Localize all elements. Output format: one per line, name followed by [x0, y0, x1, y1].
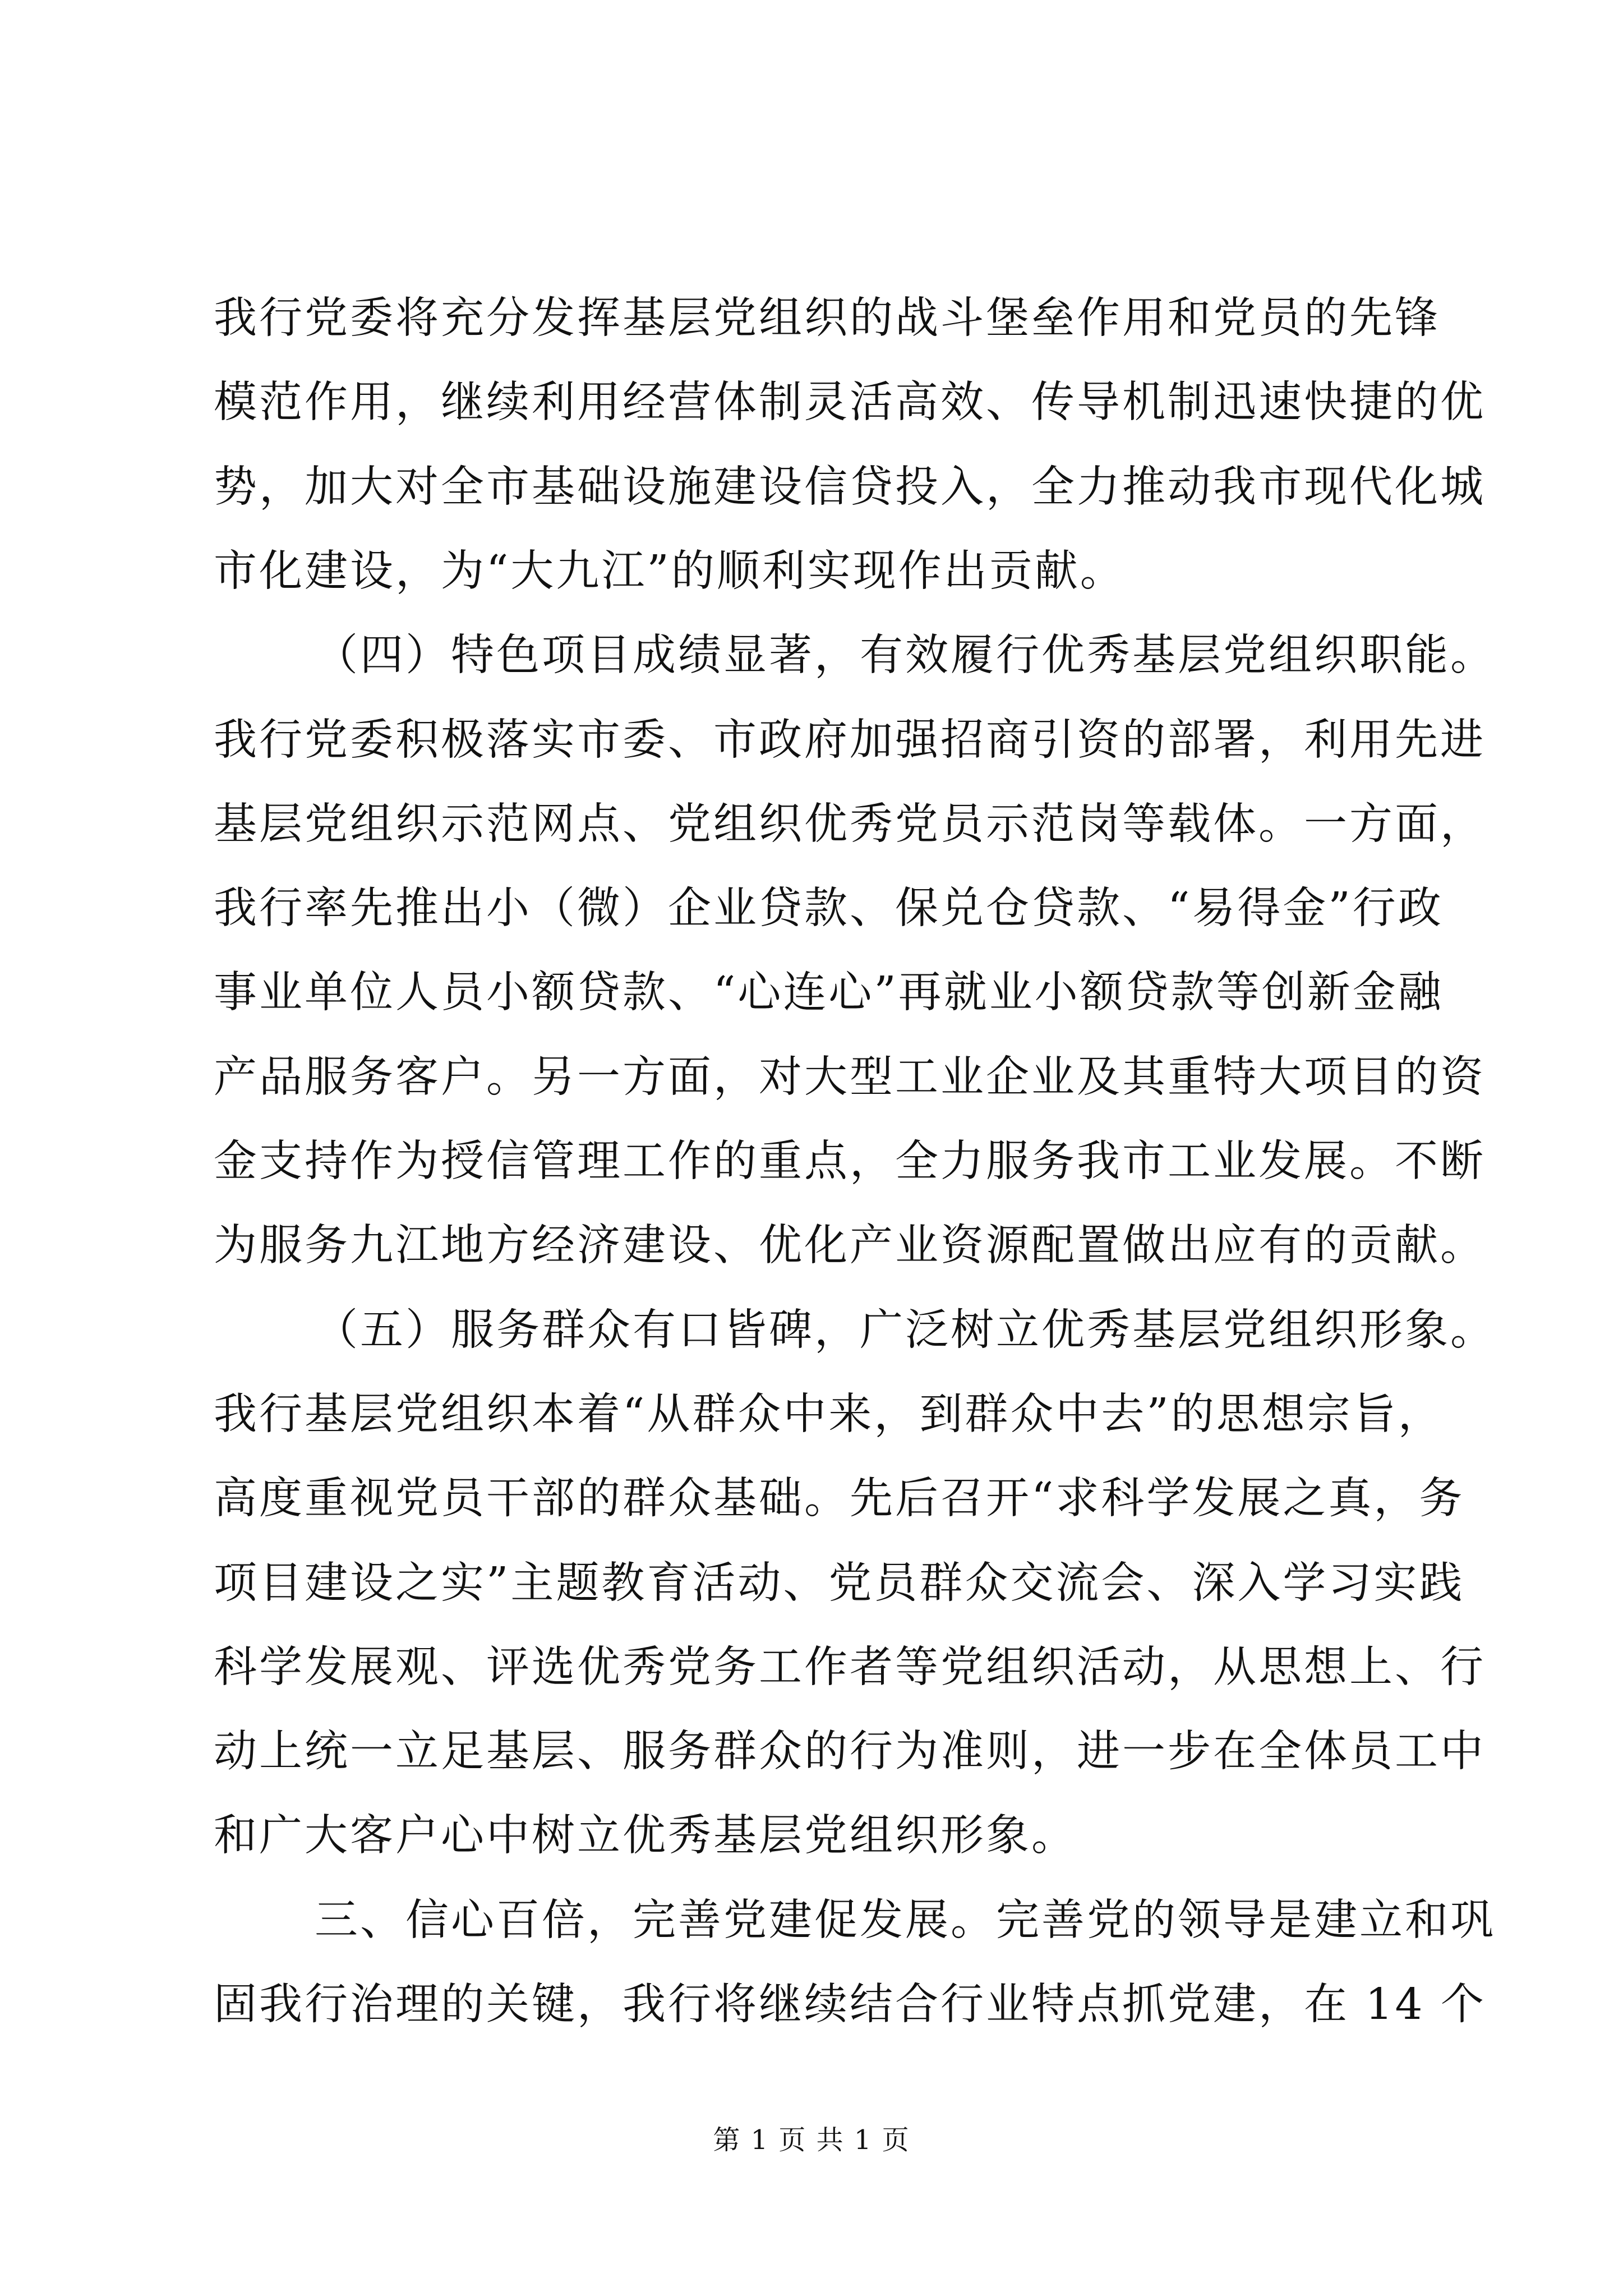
- text-line: 产品服务客户。另一方面，对大型工业企业及其重特大项目的资: [214, 1052, 1486, 1102]
- text-line: 势，加大对全市基础设施建设信贷投入，全力推动我市现代化城: [214, 462, 1486, 512]
- text-line: 我行党委将充分发挥基层党组织的战斗堡垒作用和党员的先锋: [214, 293, 1440, 343]
- page-footer: 第 1 页 共 1 页: [713, 2124, 910, 2156]
- text-line: 高度重视党员干部的群众基础。先后召开“求科学发展之真，务: [214, 1474, 1465, 1524]
- text-line: （四）特色项目成绩显著，有效履行优秀基层党组织职能。: [315, 631, 1496, 680]
- text-line: 固我行治理的关键，我行将继续结合行业特点抓党建，在 14 个: [214, 1980, 1486, 2030]
- text-line: 模范作用，继续利用经营体制灵活高效、传导机制迅速快捷的优: [214, 378, 1486, 427]
- text-line: 我行党委积极落实市委、市政府加强招商引资的部署，利用先进: [214, 715, 1486, 765]
- text-line: 三、信心百倍，完善党建促发展。完善党的领导是建立和巩: [315, 1895, 1496, 1945]
- text-line: 市化建设，为“大九江”的顺利实现作出贡献。: [214, 546, 1126, 596]
- text-line: 我行基层党组织本着“从群众中来，到群众中去”的思想宗旨，: [214, 1389, 1444, 1439]
- text-line: 和广大客户心中树立优秀基层党组织形象。: [214, 1811, 1077, 1861]
- text-line: 科学发展观、评选优秀党务工作者等党组织活动，从思想上、行: [214, 1642, 1486, 1692]
- text-line: 事业单位人员小额贷款、“心连心”再就业小额贷款等创新金融: [214, 968, 1444, 1018]
- text-line: 基层党组织示范网点、党组织优秀党员示范岗等载体。一方面，: [214, 799, 1486, 849]
- text-line: 动上统一立足基层、服务群众的行为准则，进一步在全体员工中: [214, 1727, 1486, 1777]
- text-line: 项目建设之实”主题教育活动、党员群众交流会、深入学习实践: [214, 1558, 1465, 1608]
- text-line: 我行率先推出小（微）企业贷款、保兑仓贷款、“易得金”行政: [214, 884, 1444, 933]
- text-line: （五）服务群众有口皆碑，广泛树立优秀基层党组织形象。: [315, 1305, 1496, 1355]
- text-line: 为服务九江地方经济建设、优化产业资源配置做出应有的贡献。: [214, 1221, 1486, 1271]
- text-line: 金支持作为授信管理工作的重点，全力服务我市工业发展。不断: [214, 1137, 1486, 1186]
